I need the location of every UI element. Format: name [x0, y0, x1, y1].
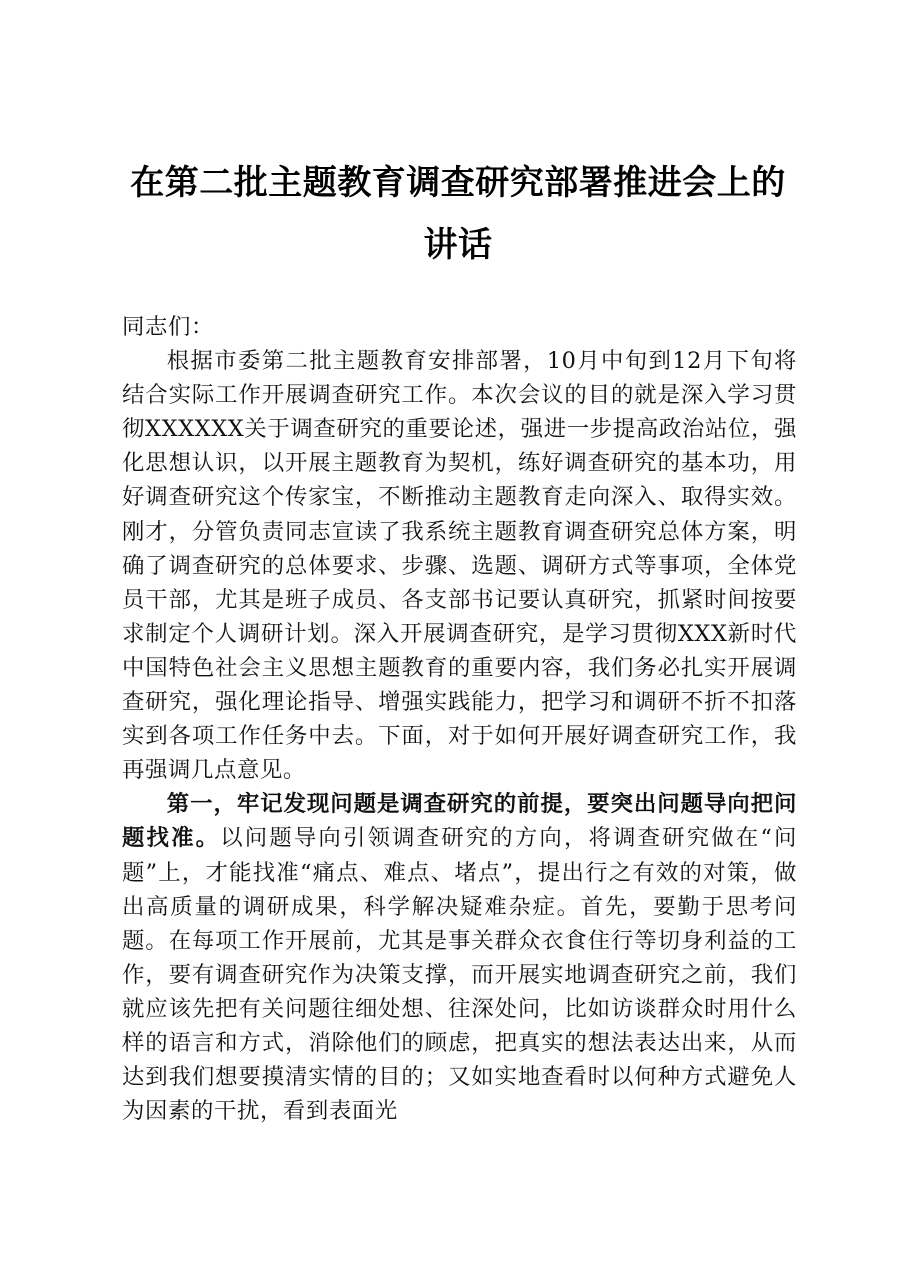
document-body — [122, 310, 797, 1128]
paragraph-point-one — [122, 787, 797, 1128]
point-one-body: 以问题导向引领调查研究的方向，将调查研究做在“问题”上，才能找准“痛点、难点、堵点”，提出行之有效的对策，做出高质量的调研成果，科学解决疑难杂症。首先，要勤于思考问题。在每项工作开展前，尤其是事关群众衣食住行等切身利益的工作，要有调查研究作为决策支撑，而开展实地调查研究之前，我们就应该先把有关问题往细处想、往深处问，比如访谈群众时用什么样的语言和方式，消除他们的顾虑，把真实的想法表达出来，从而达到我们想要摸清实情的目的；又如实地查看时以何种方式避免人为因素的干扰，看到表面光 — [122, 825, 797, 1125]
salutation: 同志们： — [122, 314, 214, 340]
document-title: 在第二批主题教育调查研究部署推进会上的讲话 — [130, 163, 786, 265]
paragraph-intro: 根据市委第二批主题教育安排部署，10月中旬到12月下旬将结合实际工作开展调查研究工作。本次会议的目的就是深入学习贯彻XXXXXX关于调查研究的重要论述，强进一步提高政治站位，强化思想认识，以开展主题教育为契机，练好调查研究的基本功，用好调查研究这个传家宝，不断推动主题教育走向深入、取得实效。刚才，分管负责同志宣读了我系统主题教育调查研究总体方案，明确了调查研究的总体要求、步骤、选题、调研方式等事项，全体党员干部，尤其是班子成员、各支部书记要认真研究，抓紧时间按要求制定个人调研计划。深入开展调查研究，是学习贯彻XXX新时代中国特色社会主义思想主题教育的重要内容，我们务必扎实开展调查研究，强化理论指导、增强实践能力，把学习和调研不折不扣落实到各项工作任务中去。下面，对于如何开展好调查研究工作，我再强调几点意见。 — [122, 348, 797, 784]
point-one-heading: 第一，牢记发现问题是调查研究的前提，要突出问题导向把问题找准。 — [122, 791, 797, 852]
